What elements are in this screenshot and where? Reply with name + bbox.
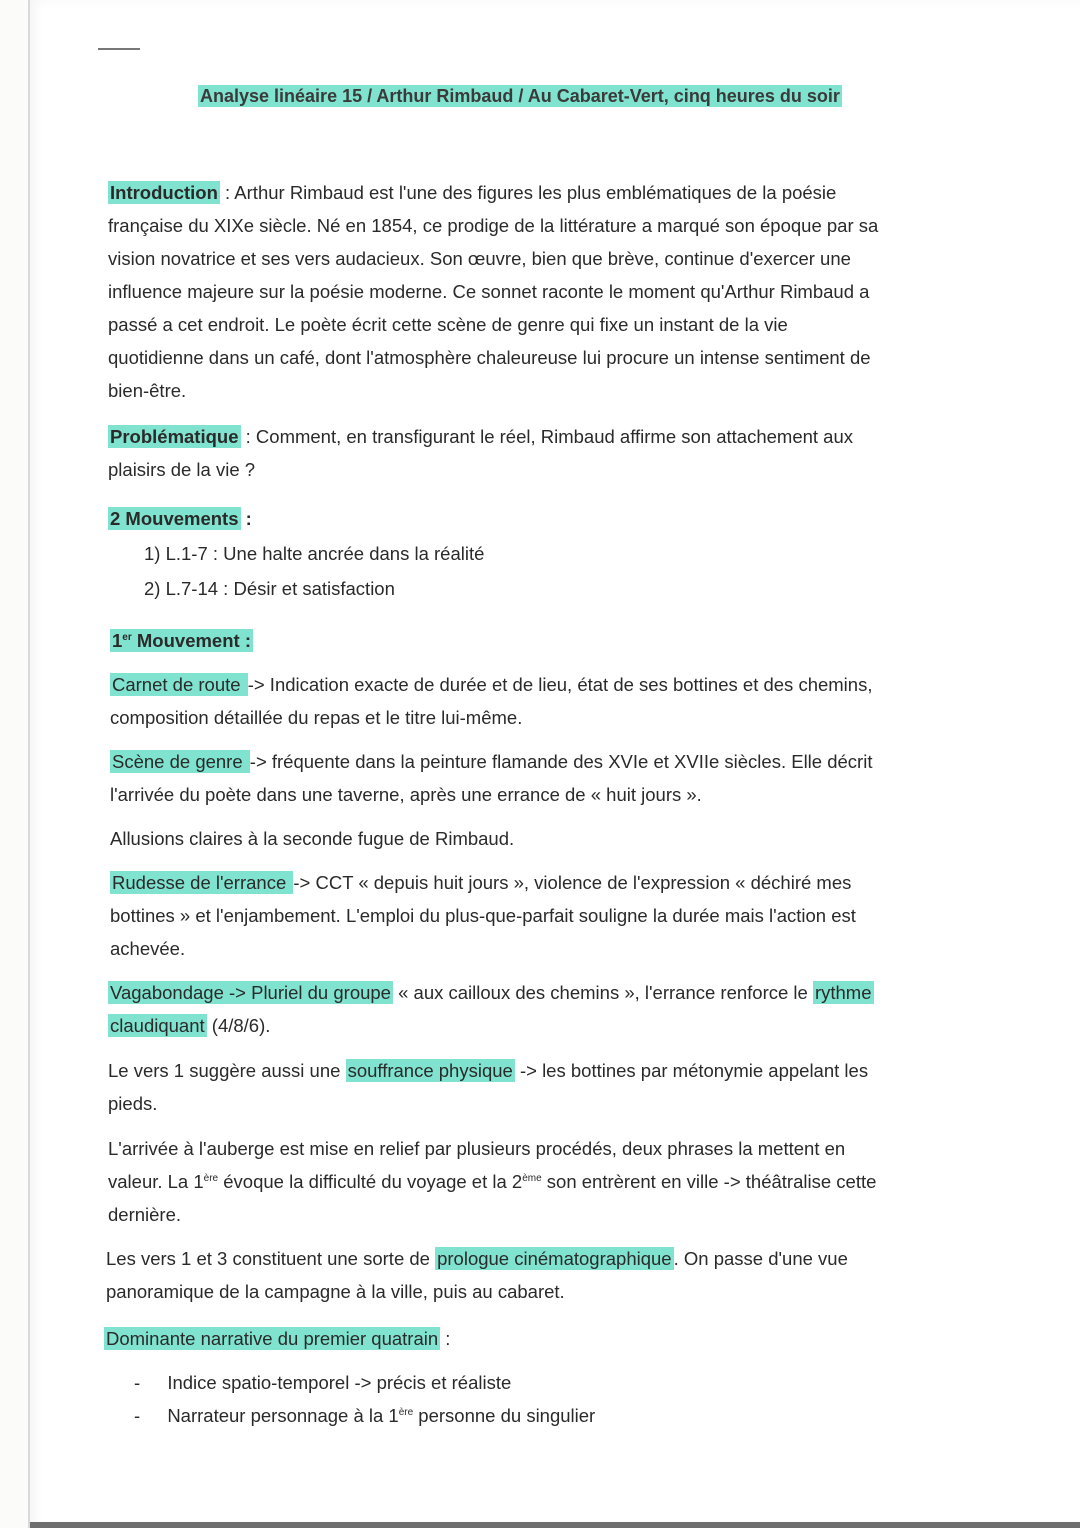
carnet-paragraph: Carnet de route -> Indication exacte de durée et de lieu, état de ses bottines et des chemins, composition détaillée du repas et le titre lui-même.	[110, 674, 873, 728]
document-page	[28, 0, 1080, 1528]
vagabondage-paragraph: Vagabondage -> Pluriel du groupe « aux cailloux des chemins », l'errance renforce le rythme claudiquant (4/8/6).	[110, 982, 872, 1036]
list-item: - Indice spatio-temporel -> précis et réaliste	[134, 1372, 512, 1393]
list-item: - Narrateur personnage à la 1ère personne du singulier	[134, 1405, 596, 1426]
arrivee-paragraph: L'arrivée à l'auberge est mise en relief par plusieurs procédés, deux phrases la mettent en valeur. La 1ère évoque la difficulté du voyage et la 2ème son entrèrent en ville -> théâtralise cette dernière.	[108, 1138, 877, 1225]
bullet-dash-icon: -	[134, 1372, 141, 1393]
page-title: Analyse linéaire 15 / Arthur Rimbaud / Au Cabaret-Vert, cinq heures du soir	[200, 86, 840, 106]
mouvements-heading: 2 Mouvements :	[110, 508, 252, 529]
introduction-section: Introduction : Arthur Rimbaud est l'une des figures les plus emblématiques de la poésie française du XIXe siècle. Né en 1854, ce prodige de la littérature a marqué son époque par sa vision novatrice et ses vers audacieux. Son œuvre, bien que brève, continue d'exercer une influence majeure sur la poésie moderne. Ce sonnet raconte le moment qu'Arthur Rimbaud a passé a cet endroit. Le poète écrit cette scène de genre qui fixe un instant de la vie quotidienne dans un café, dont l'atmosphère chaleureuse lui procure un intense sentiment de bien-être.	[108, 182, 879, 401]
dominante-heading: Dominante narrative du premier quatrain :	[106, 1328, 451, 1349]
allusions-paragraph: Allusions claires à la seconde fugue de Rimbaud.	[110, 828, 515, 849]
mouvement-item: 1) L.1-7 : Une halte ancrée dans la réalité	[144, 543, 485, 564]
mouvement-item: 2) L.7-14 : Désir et satisfaction	[144, 578, 395, 599]
page-bottom-edge	[30, 1522, 1080, 1528]
problematique-section: Problématique : Comment, en transfigurant le réel, Rimbaud affirme son attachement aux plaisirs de la vie ?	[108, 426, 854, 480]
rudesse-paragraph: Rudesse de l'errance -> CCT « depuis huit jours », violence de l'expression « déchiré mes bottines » et l'enjambement. L'emploi du plus-que-parfait souligne la durée mais l'action est achevée.	[110, 872, 856, 959]
introduction-label: Introduction	[110, 182, 218, 203]
premier-mouvement-heading: 1er Mouvement :	[112, 630, 251, 651]
scene-paragraph: Scène de genre -> fréquente dans la peinture flamande des XVIe et XVIIe siècles. Elle décrit l'arrivée du poète dans une taverne, après une errance de « huit jours ».	[110, 751, 873, 805]
bullet-dash-icon: -	[134, 1405, 141, 1426]
vers1-paragraph: Le vers 1 suggère aussi une souffrance physique -> les bottines par métonymie appelant les pieds.	[108, 1060, 869, 1114]
page-mark	[98, 48, 140, 50]
problematique-label: Problématique	[110, 426, 239, 447]
prologue-paragraph: Les vers 1 et 3 constituent une sorte de prologue cinématographique . On passe d'une vue panoramique de la campagne à la ville, puis au cabaret.	[106, 1248, 848, 1302]
